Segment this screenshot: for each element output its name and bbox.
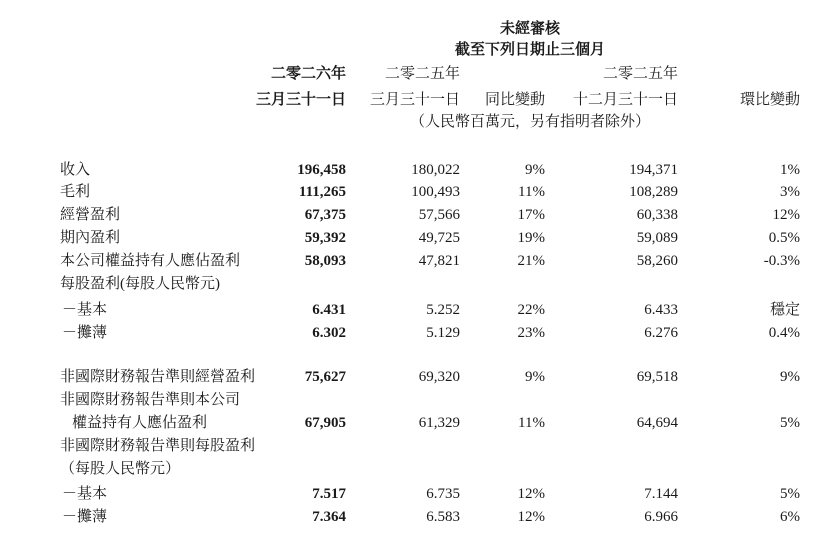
cell-v1: 6.302 (312, 325, 346, 341)
cell-v1: 111,265 (298, 184, 346, 200)
row-label: 期內盈利 (60, 230, 121, 246)
row-label: 毛利 (60, 184, 91, 200)
cell-v3: 21% (517, 253, 545, 269)
cell-v1: 7.517 (312, 486, 346, 502)
row-label: 非國際財務報告準則每股盈利 (60, 438, 256, 454)
cell-v2: 49,725 (418, 230, 460, 246)
col4-year: 二零二五年 (602, 66, 678, 82)
cell-v5: 5% (780, 415, 800, 431)
cell-v5: 0.4% (768, 325, 800, 341)
cell-v3: 11% (518, 184, 545, 200)
row-label: 每股盈利(每股人民幣元) (60, 276, 220, 292)
cell-v2: 5.129 (426, 325, 460, 341)
cell-v1: 7.364 (312, 509, 346, 525)
cell-v1: 6.431 (312, 302, 346, 318)
col4-date: 十二月三十一日 (572, 92, 678, 108)
cell-v5: 9% (780, 369, 800, 385)
row-label: －攤薄 (62, 509, 108, 525)
cell-v2: 100,493 (411, 184, 460, 200)
cell-v4: 58,260 (636, 253, 678, 269)
col3-header: 同比變動 (484, 92, 545, 108)
row-label: （每股人民幣元） (60, 461, 181, 477)
unit-note: （人民幣百萬元，另有指明者除外） (410, 114, 651, 130)
col1-date: 三月三十一日 (255, 92, 346, 108)
cell-v4: 69,518 (636, 369, 678, 385)
cell-v2: 6.735 (426, 486, 460, 502)
cell-v3: 12% (517, 509, 545, 525)
cell-v2: 6.583 (426, 509, 460, 525)
row-label: －攤薄 (62, 325, 108, 341)
cell-v3: 22% (517, 302, 545, 318)
cell-v2: 69,320 (418, 369, 460, 385)
row-label: －基本 (62, 486, 108, 502)
col2-year: 二零二五年 (384, 66, 460, 82)
cell-v4: 64,694 (636, 415, 678, 431)
cell-v4: 6.966 (644, 509, 678, 525)
cell-v3: 19% (517, 230, 545, 246)
cell-v4: 194,371 (629, 162, 678, 178)
cell-v3: 17% (517, 207, 545, 223)
col5-header: 環比變動 (739, 92, 800, 108)
cell-v5: 1% (780, 162, 800, 178)
cell-v1: 58,093 (304, 253, 346, 269)
cell-v2: 47,821 (418, 253, 460, 269)
cell-v1: 196,458 (297, 162, 346, 178)
col1-year: 二零二六年 (270, 66, 346, 82)
cell-v3: 9% (525, 162, 545, 178)
cell-v5: -0.3% (763, 253, 800, 269)
cell-v5: 6% (780, 509, 800, 525)
cell-v5: 5% (780, 486, 800, 502)
cell-v5: 12% (772, 207, 800, 223)
cell-v2: 180,022 (411, 162, 460, 178)
row-label: 權益持有人應佔盈利 (72, 415, 208, 431)
row-label: 收入 (60, 162, 91, 178)
cell-v4: 7.144 (644, 486, 678, 502)
cell-v2: 61,329 (418, 415, 460, 431)
row-label: 非國際財務報告準則本公司 (60, 392, 241, 408)
cell-v3: 12% (517, 486, 545, 502)
cell-v4: 60,338 (636, 207, 678, 223)
cell-v1: 59,392 (304, 230, 346, 246)
row-label: 非國際財務報告準則經營盈利 (60, 369, 256, 385)
cell-v3: 9% (525, 369, 545, 385)
cell-v5: 穩定 (769, 302, 800, 318)
cell-v4: 59,089 (636, 230, 678, 246)
cell-v4: 108,289 (629, 184, 678, 200)
cell-v4: 6.276 (644, 325, 678, 341)
header-period: 截至下列日期止三個月 (454, 42, 605, 58)
row-label: －基本 (62, 302, 108, 318)
cell-v2: 5.252 (426, 302, 460, 318)
header-audit-status: 未經審核 (499, 21, 560, 37)
cell-v2: 57,566 (418, 207, 460, 223)
cell-v5: 0.5% (768, 230, 800, 246)
cell-v3: 11% (518, 415, 545, 431)
cell-v4: 6.433 (644, 302, 678, 318)
col2-date: 三月三十一日 (369, 92, 460, 108)
cell-v1: 67,375 (304, 207, 346, 223)
row-label: 本公司權益持有人應佔盈利 (60, 253, 241, 269)
cell-v5: 3% (780, 184, 800, 200)
cell-v1: 67,905 (304, 415, 346, 431)
cell-v1: 75,627 (304, 369, 346, 385)
row-label: 經營盈利 (60, 207, 121, 223)
cell-v3: 23% (517, 325, 545, 341)
